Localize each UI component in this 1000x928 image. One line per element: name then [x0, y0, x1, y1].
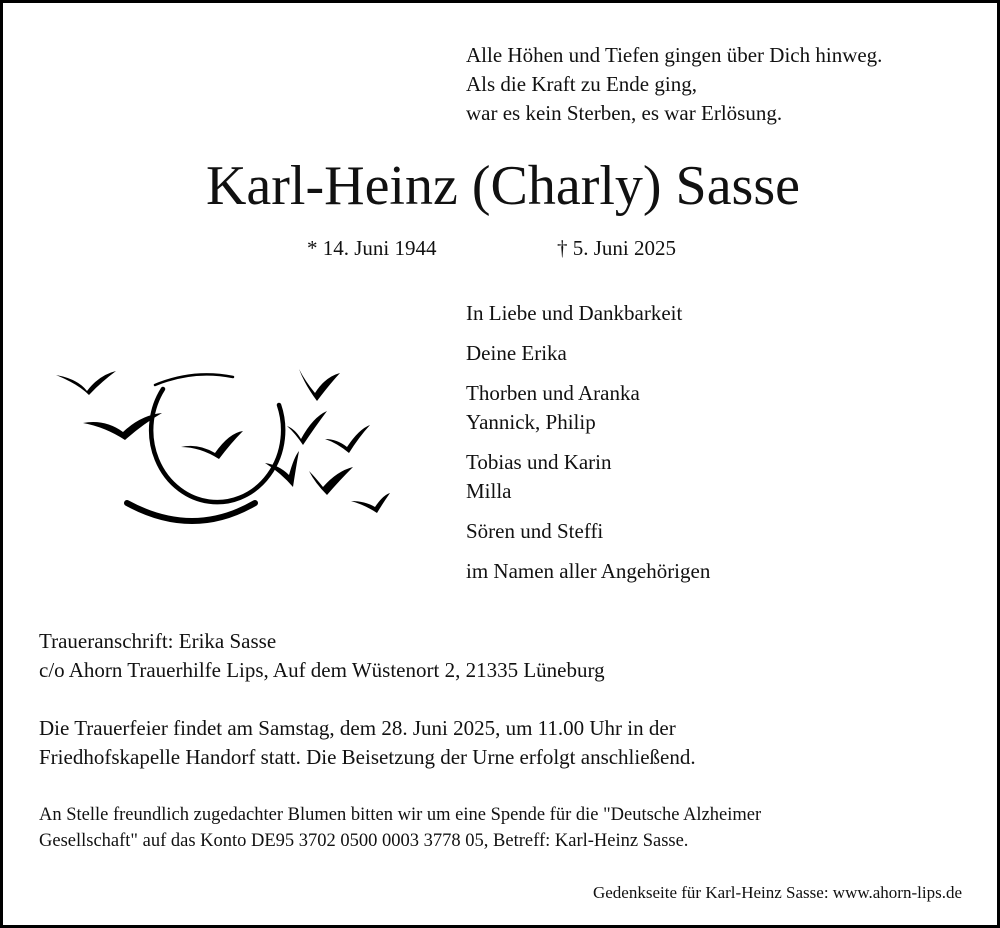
family-line: Thorben und Aranka: [466, 381, 640, 405]
memorial-website: Gedenkseite für Karl-Heinz Sasse: www.ahorn-lips.de: [592, 883, 962, 902]
family-group: [466, 517, 710, 546]
family-line: Yannick, Philip: [466, 410, 596, 434]
family-list: [466, 299, 710, 597]
family-group: [466, 448, 710, 506]
birds-icon: [56, 369, 390, 513]
deceased-name: Karl-Heinz (Charly) Sasse: [205, 155, 800, 217]
bird-icon: [56, 371, 116, 395]
bird-icon: [265, 451, 299, 487]
family-group: [466, 299, 710, 328]
address-line: c/o Ahorn Trauerhilfe Lips, Auf dem Wüstenort 2, 21335 Lüneburg: [39, 658, 605, 682]
bird-icon: [309, 467, 353, 495]
poem-line: Als die Kraft zu Ende ging,: [466, 72, 697, 96]
moon-circle-icon: [127, 374, 283, 521]
family-group: [466, 557, 710, 586]
family-line: im Namen aller Angehörigen: [466, 559, 711, 583]
ceremony-info: [39, 714, 696, 772]
moon-with-birds-illustration: [43, 353, 403, 533]
poem-line: Alle Höhen und Tiefen gingen über Dich hinweg.: [466, 43, 883, 67]
donation-info: [39, 802, 761, 854]
bird-icon: [287, 411, 327, 445]
birth-date: * 14. Juni 1944: [307, 236, 437, 260]
family-line: Milla: [466, 479, 512, 503]
donation-line: An Stelle freundlich zugedachter Blumen bitten wir um eine Spende für die "Deutsche Alzheimer: [39, 805, 762, 825]
bird-icon: [181, 431, 243, 459]
family-line: In Liebe und Dankbarkeit: [466, 301, 683, 325]
bird-icon: [351, 493, 390, 513]
donation-line: Gesellschaft" auf das Konto DE95 3702 0500 0003 3778 05, Betreff: Karl-Heinz Sasse.: [39, 831, 689, 851]
family-line: Deine Erika: [466, 341, 567, 365]
family-group: [466, 339, 710, 368]
death-date: † 5. Juni 2025: [557, 236, 677, 260]
mourning-address: [39, 627, 605, 685]
bird-icon: [299, 369, 340, 401]
family-group: [466, 379, 710, 437]
family-line: Tobias und Karin: [466, 450, 612, 474]
family-line: Sören und Steffi: [466, 519, 604, 543]
poem-line: war es kein Sterben, es war Erlösung.: [466, 101, 783, 125]
ceremony-line: Die Trauerfeier findet am Samstag, dem 28. Juni 2025, um 11.00 Uhr in der: [39, 716, 676, 740]
ceremony-line: Friedhofskapelle Handorf statt. Die Beisetzung der Urne erfolgt anschließend.: [39, 745, 696, 769]
poem: [466, 41, 882, 128]
address-line: Traueranschrift: Erika Sasse: [39, 629, 277, 653]
bird-icon: [325, 425, 370, 453]
